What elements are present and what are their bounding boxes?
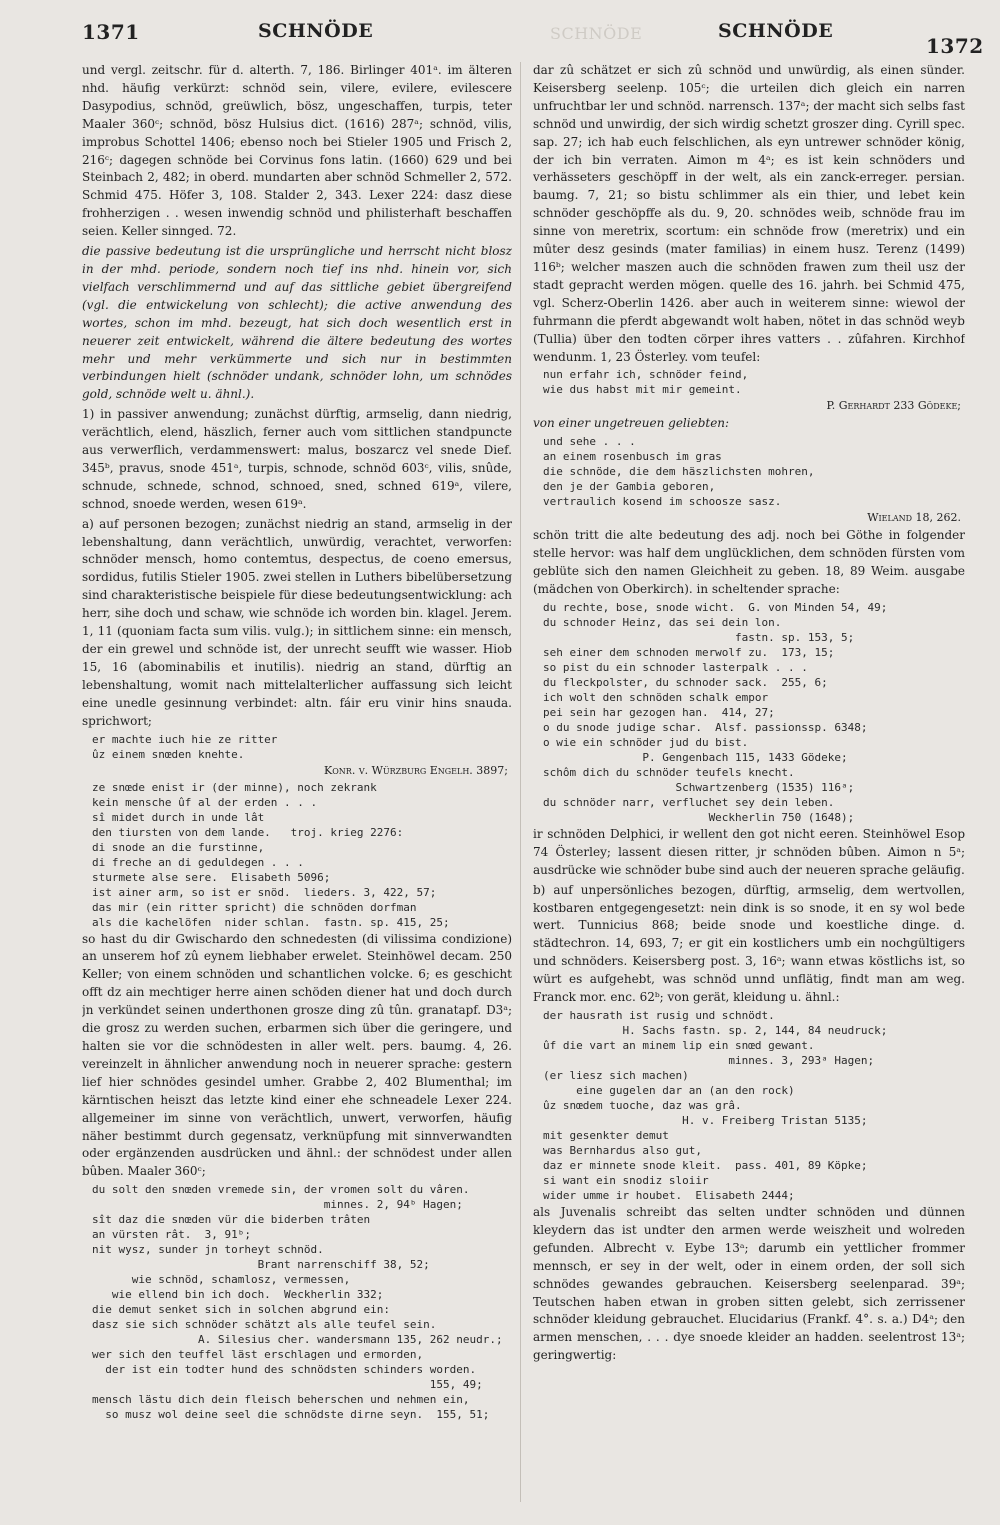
- paragraph: dar zû schätzet er sich zû schnöd und unwürdig, als einen sünder. Keisersberg seelenp. 105ᶜ; die urteilen dich gleich ein narren unfruchtbar ler und schnöd. narrensch. 137ᵃ; der macht sich selbs fast schnöd und unwirdig, der sich wirdig schetzt groszer ding. Cyrill spec. sap. 27; ich hab euch felschlichen, als eyn untrewer schnöder könig, der ich bin verraten. Aimon m 4ᵃ; es ist kein schnöders und verhässeters geschöpff in der welt, als ein zanck-erreger. persian. baumg. 7, 21; so bistu schlimmer als ein thier, und lebet kein schnöder geschöpffe als du. 9, 20. schnödes weib, schnöde frau im sinne von meretrix, scortum: ein schnöde frow (meretrix) und ein mûter desz gesinds (mater familias) in einem husz. Terenz (1499) 116ᵇ; welcher maszen auch die schnöden frawen zum theil usz der stadt gepracht werden mögen. quelle des 16. jahrh. bei Schmid 475, vgl. Scherz-Oberlin 1426. aber auch in weiterem sinne: wiewol der fuhrmann die pferdt abgewandt wolt haben, nötet in das schnöd weyb (Tullia) über den todten cörper ihres vatters . . zûfahren. Kirchhof wendunm. 1, 23 Österley. vom teufel:: [533, 63, 965, 364]
- paragraph: a) auf personen bezogen; zunächst niedrig an stand, armselig in der lebenshaltung, dann verächtlich, unwürdig, verachtet, verworfen: schnöder mensch, homo contemtus, despectus, de coeno emersus, sordidus, futilis Stieler 1905. zwei stellen in Luthers bibelübersetzung sind charakteristische beispiele für diese bedeutungsentwicklung: ach herr, sihe doch und schaw, wie schnöde ich worden bin. klagel. Jerem. 1, 11 (quoniam facta sum vilis. vulg.); in sittlichem sinne: ein mensch, der ein grewel und schnöde ist, der unrecht seufft wie wasser. Hiob 15, 16 (abominabilis et inutilis). niedrig an stand, dürftig an lebenshaltung, womit nach mittelalterlicher auffassung sich leicht eine unedle gesinnung verbindet: altn. fáir eru vinir hins snauda. sprichwort;: [82, 516, 512, 728]
- citation: Konr. v. Würzburg Engelh. 3897;: [324, 763, 508, 777]
- left-column: [82, 62, 512, 1507]
- quotation: nun erfahr ich, schnöder feind, wie dus habst mit mir gemeint.: [543, 368, 749, 397]
- column-divider: [520, 62, 521, 1502]
- paragraph: von einer ungetreuen geliebten:: [533, 416, 730, 431]
- paragraph: ir schnöden Delphici, ir wellent den got nicht eeren. Steinhöwel Esop 74 Österley; lassent diesen ritter, jr schnöden bûben. Aimon n 5ᵃ; ausdrücke wie schnöder bube sind auch der neueren sprache geläufig.: [533, 826, 965, 877]
- paragraph: 1) in passiver anwendung; zunächst dürftig, armselig, dann niedrig, verächtlich, elend, häszlich, ferner auch vom sittlichen standpuncte aus verwerflich, verdammenswert: malus, boszarcz vel snede Dief. 345ᵇ, pravus, snode 451ᵃ, turpis, schnode, schnöd 603ᶜ, vilis, snûde, schnude, schnede, schnod, schnoed, sned, schned 619ᵃ, vilere, schnod, snoede werden, wesen 619ᵃ.: [82, 407, 512, 511]
- page-number-right: 1372: [926, 34, 984, 58]
- running-head-left: SCHNÖDE: [258, 20, 374, 42]
- right-column: [533, 62, 965, 1507]
- show-through-head-left: SCHNÖDE: [550, 24, 643, 43]
- running-head-right: SCHNÖDE: [718, 20, 834, 42]
- quotation: du rechte, bose, snode wicht. G. von Minden 54, 49; du schnoder Heinz, das sei dein lon. fastn. sp. 153, 5; seh einer dem schnoden merwolf zu. 173, 15; so pist du ein schnoder lasterpalk . . . du fleckpolster, du schnoder sack. 255, 6; ich wolt den schnöden schalk empor pei sein har gezogen han. 414, 27; o du snode judige schar. Alsf. passionssp. 6348; o wie ein schnöder jud du bist. P. Gengenbach 115, 1433 Gödeke; schôm dich du schnöder teufels knecht. Schwartzenberg (1535) 116ᵃ; du schnöder narr, verfluchet sey dein leben. Weckherlin 750 (1648);: [543, 600, 888, 824]
- page-number-left: 1371: [82, 20, 140, 44]
- paragraph: die passive bedeutung ist die ursprüngliche und herrscht nicht blosz in der mhd. periode, sondern noch tief ins nhd. hinein vor, sich vielfach verschlimmernd und auf das sittliche gebiet übergreifend (vgl. die entwickelung von schlecht); die active anwendung des wortes, schon im mhd. bezeugt, hat sich doch wesentlich erst in neuerer zeit entwickelt, während die ältere bedeutung des wortes mehr und mehr verkümmerte und sich nur in bestimmten verbindungen hielt (schnöder undank, schnöder lohn, um schnödes gold, schnöde welt u. ähnl.).: [82, 244, 512, 402]
- quotation: und sehe . . . an einem rosenbusch im gras die schnöde, die dem häszlichsten mohren, den je der Gambia geboren, vertraulich kosend im schoosze sasz.: [543, 435, 815, 509]
- paragraph: so hast du dir Gwischardo den schnedesten (di vilissima condizione) an unserem hof zû eynem liebhaber erwelet. Steinhöwel decam. 250 Keller; von einem schnöden und schantlichen volcke. 6; es geschicht offt dz ain mechtiger herre ainen schöden diener hat und doch durch jn verkündet seinen underthonen grosze ding zû tûn. granatapf. D3ᵃ; die grosz zu werden suchen, erbarmen sich über die geringere, und halten sie vor die schnödesten in aller welt. pers. baumg. 4, 26. vereinzelt in ähnlicher anwendung noch in neuerer sprache: gestern lief hier schnödes gesindel umher. Grabbe 2, 402 Blumenthal; im kärntischen heiszt das letzte kind einer ehe schneadele Lexer 224. allgemeiner im sinne von verächtlich, unwert, verworfen, häufig näher bestimmt durch gegensatz, verknüpfung mit sinnverwandten oder ergänzenden ausdrücken und ähnl.: der schnödest under allen bûben. Maaler 360ᶜ;: [82, 931, 512, 1179]
- quotation: du solt den snœden vremede sin, der vromen solt du vâren. minnes. 2, 94ᵇ Hagen; sît daz die snœden vür die biderben trâten an vürsten rât. 3, 91ᵇ; nit wysz, sunder jn torheyt schnöd. Brant narrenschiff 38, 52; wie schnöd, schamlosz, vermessen, wie ellend bin ich doch. Weckherlin 332; die demut senket sich in solchen abgrund ein: dasz sie sich schnöder schätzt als alle teufel sein. A. Silesius cher. wandersmann 135, 262 neudr.; wer sich den teuffel läst erschlagen und ermorden, der ist ein todter hund des schnödsten schinders worden. 155, 49; mensch lästu dich dein fleisch beherschen und nehmen ein, so musz wol deine seel die schnödste dirne seyn. 155, 51;: [92, 1183, 503, 1422]
- paragraph: als Juvenalis schreibt das selten undter schnöden und dünnen kleydern das ist undter den armen werde weiszheit und wolreden gefunden. Albrecht v. Eybe 13ᵃ; darumb ein yettlicher frommer mennsch, er sey in der welt, oder in einem orden, der soll sich schnödes gewandes gebrauchen. Keisersberg seelenparad. 39ᵃ; Teutschen haben etwan in groben sitten gelebt, sich zerrissener schnöder kleidung gebrauchet. Elucidarius (Frankf. 4°. s. a.) D4ᵃ; den armen menschen, . . . dye snoede kleider an hadden. seelentrost 13ᵃ; geringwertig:: [533, 1205, 965, 1363]
- paragraph: schön tritt die alte bedeutung des adj. noch bei Göthe in folgender stelle hervor: was half dem unglücklichen, dem schnöden fürsten vom geblüte sich den namen Gleichheit zu geben. 18, 89 Weim. ausgabe (mädchen von Oberkirch). in scheltender sprache:: [533, 528, 965, 597]
- quotation: ze snœde enist ir (der minne), noch zekrank kein mensche ûf al der erden . . . sî midet durch in unde lât den tiursten von dem lande. troj. krieg 2276: di snode an die furstinne, di freche an di geduldegen . . . sturmete alse sere. Elisabeth 5096; ist ainer arm, so ist er snöd. lieders. 3, 422, 57; das mir (ein ritter spricht) die schnöden dorfman als die kachelöfen nider schlan. fastn. sp. 415, 25;: [92, 780, 450, 929]
- paragraph: b) auf unpersönliches bezogen, dürftig, armselig, dem wertvollen, kostbaren entgegengesetzt: nein dink is so snode, it en sy wol bede wert. Tunnicius 868; beide snode und koestliche dinge. d. städtechron. 14, 693, 7; er git ein kostlichers umb ein nochgültigers und schnöders. Keisersberg post. 3, 16ᵃ; wann etwas köstlichs ist, so würt es aufgehebt, was schnöd unnd unflätig, findt man am weg. Franck mor. enc. 62ᵇ; von gerät, kleidung u. ähnl.:: [533, 882, 965, 1005]
- citation: P. Gerhardt 233 Gödeke;: [826, 399, 961, 413]
- paragraph: und vergl. zeitschr. für d. alterth. 7, 186. Birlinger 401ᵃ. im älteren nhd. häufig verkürzt: schnöd sein, vilere, evilere, evilescere Dasypodius, schnöd, greüwlich, bösz, ungeschaffen, turpis, teter Maaler 360ᶜ; schnöd, bösz Hulsius dict. (1616) 287ᵃ; schnöd, vilis, improbus Schottel 1406; ebenso noch bei Stieler 1905 und Frisch 2, 216ᶜ; dagegen schnöde bei Corvinus fons latin. (1660) 629 und bei Steinbach 2, 482; in oberd. mundarten aber schnöd Schmeller 2, 572. Schmid 475. Höfer 3, 108. Stalder 2, 343. Lexer 224: dasz diese frohherzigen . . wesen inwendig schnöd und philisterhaft beschaffen seien. Keller sinnged. 72.: [82, 63, 512, 239]
- quotation: er machte iuch hie ze ritter ûz einem snœden knehte.: [92, 732, 278, 761]
- quotation: der hausrath ist rusig und schnödt. H. Sachs fastn. sp. 2, 144, 84 neudruck; ûf die vart an minem lip ein snœd gewant. minnes. 3, 293ᵃ Hagen; (er liesz sich machen) eine gugelen dar an (an den rock) ûz snœdem tuoche, daz was grâ. H. v. Freiberg Tristan 5135; mit gesenkter demut was Bernhardus also gut, daz er minnete snode kleit. pass. 401, 89 Köpke; si want ein snodiz sloiir wider umme ir houbet. Elisabeth 2444;: [543, 1009, 888, 1202]
- citation: Wieland 18, 262.: [867, 511, 961, 525]
